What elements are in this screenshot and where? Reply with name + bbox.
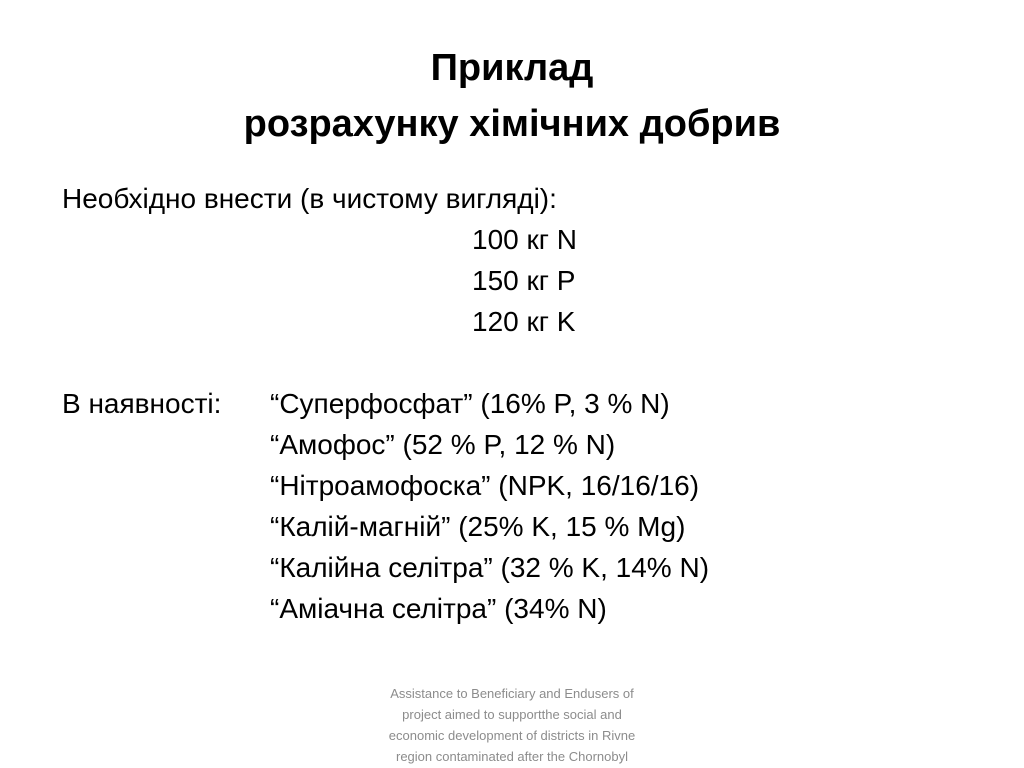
footer-line: economic development of districts in Rivne xyxy=(388,728,636,743)
footer-line: region contaminated after the Chornobyl xyxy=(396,749,628,764)
fertilizer-item: “Калійна селітра” (32 % K, 14% N) xyxy=(270,552,710,583)
fertilizer-item: “Калій-магній” (25% K, 15 % Mg) xyxy=(270,511,686,542)
fertilizer-item: “Суперфосфат” (16% P, 3 % N) xyxy=(270,388,670,419)
fertilizer-item: “Нітроамофоска” (NPK, 16/16/16) xyxy=(270,470,700,501)
spacer xyxy=(62,342,709,383)
available-row xyxy=(62,506,709,547)
slide-title xyxy=(0,40,1024,152)
available-row xyxy=(62,547,709,588)
amount-nitrogen: 100 кг N xyxy=(472,224,577,255)
amount-potassium: 120 кг K xyxy=(472,306,576,337)
available-row xyxy=(62,465,709,506)
amount-phosphorus: 150 кг P xyxy=(472,265,576,296)
footer-line: Assistance to Beneficiary and Endusers of xyxy=(390,686,634,701)
title-line-1: Приклад xyxy=(430,47,594,89)
slide-body xyxy=(62,178,709,629)
fertilizer-item: “Амофос” (52 % P, 12 % N) xyxy=(270,429,616,460)
available-row xyxy=(62,424,709,465)
available-row xyxy=(62,383,709,424)
available-label: В наявності: xyxy=(62,388,222,419)
title-line-2: розрахунку хімічних добрив xyxy=(243,103,781,145)
footer-line: project aimed to supportthe social and xyxy=(402,707,622,722)
requirement-label: Необхідно внести (в чистому вигляді): xyxy=(62,183,557,214)
project-footer-note xyxy=(352,683,672,767)
available-row xyxy=(62,588,709,629)
fertilizer-item: “Аміачна селітра” (34% N) xyxy=(270,593,607,624)
